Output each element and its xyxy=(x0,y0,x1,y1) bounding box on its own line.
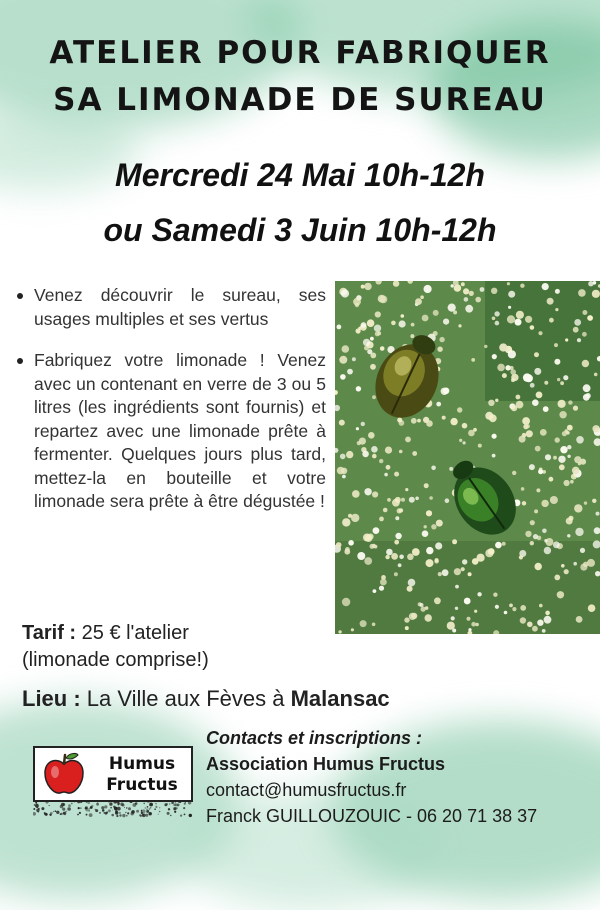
location-place: La Ville aux Fèves à xyxy=(80,686,291,711)
location-town: Malansac xyxy=(290,686,390,711)
title-line-2: SA LIMONADE DE SUREAU xyxy=(53,82,547,118)
price-value: 25 € l'atelier xyxy=(76,622,189,644)
contact-person-phone: Franck GUILLOUZOUIC - 06 20 71 38 37 xyxy=(206,806,538,826)
apple-icon xyxy=(41,751,87,797)
list-item: Venez découvrir le sureau, ses usages multiples et ses vertus xyxy=(14,284,326,331)
logo-word-fructus: Fructus xyxy=(106,775,178,795)
description-list xyxy=(14,284,326,514)
event-dates xyxy=(0,148,600,258)
price-label: Tarif : xyxy=(22,622,77,644)
poster-title xyxy=(0,30,600,124)
contact-organization: Association Humus Fructus xyxy=(206,754,446,774)
contact-email[interactable]: contact@humusfructus.fr xyxy=(206,780,407,800)
humus-fructus-logo xyxy=(33,746,193,802)
soil-texture xyxy=(33,800,193,820)
title-line-1: ATELIER POUR FABRIQUER xyxy=(49,35,551,71)
price-note: (limonade comprise!) xyxy=(22,649,209,671)
price-info xyxy=(22,620,342,674)
list-item: Fabriquez votre limonade ! Venez avec un contenant en verre de 3 ou 5 litres (les ingrédients sont fournis) et repartez avec une limonade prête à fermenter. Quelques jours plus tard, mettez-la en bouteille et votre limonade sera prête à être dégustée ! xyxy=(14,349,326,514)
date-line-1: Mercredi 24 Mai 10h-12h xyxy=(115,157,485,193)
elderflower-photo xyxy=(335,281,600,634)
location-info xyxy=(22,686,582,712)
contact-heading: Contacts et inscriptions : xyxy=(206,728,423,748)
date-line-2: ou Samedi 3 Juin 10h-12h xyxy=(103,212,497,248)
logo-word-humus: Humus xyxy=(108,754,176,774)
location-label: Lieu : xyxy=(22,686,81,711)
contact-block xyxy=(206,725,596,829)
